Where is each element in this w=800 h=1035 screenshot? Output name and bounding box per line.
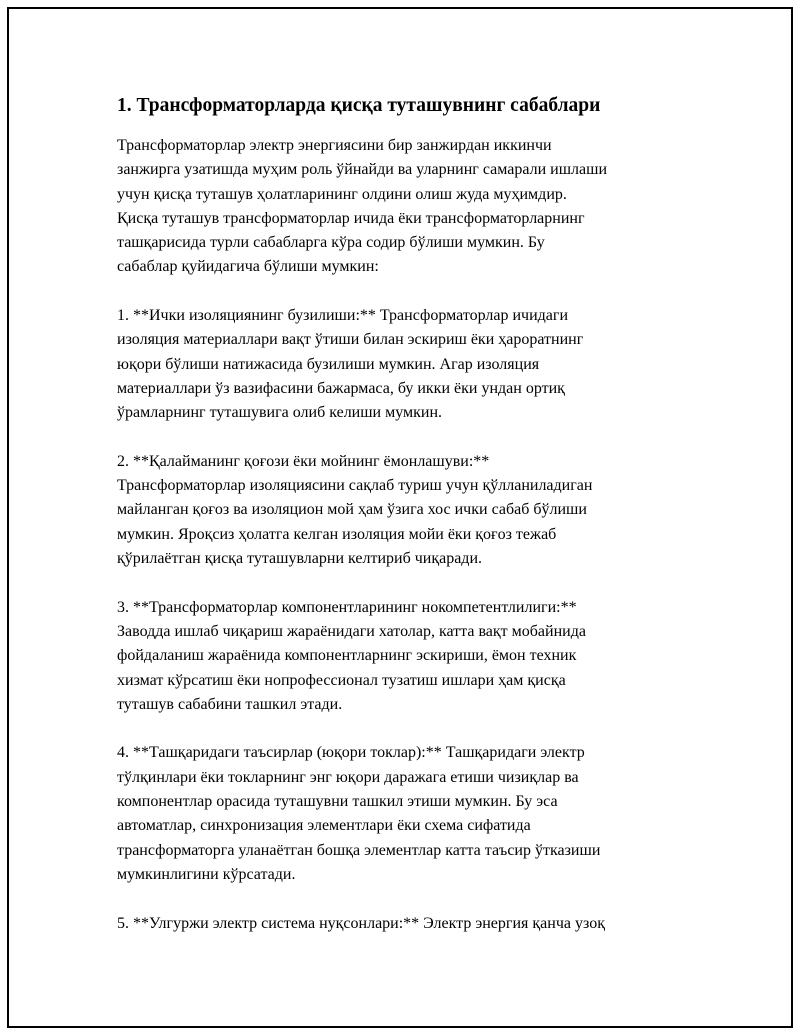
text-line: мумкин. Яроқсиз ҳолатга келган изоляция мойи ёки қоғоз тежаб bbox=[117, 525, 557, 543]
text-line: майланган қоғоз ва изоляцион мой ҳам ўзига хос ички сабаб бўлиши bbox=[117, 501, 587, 519]
text-line: қўрилаётган қисқа туташувларни келтириб чиқаради. bbox=[117, 550, 483, 568]
text-line: компонентлар орасида туташувни ташкил этиши мумкин. Бу эса bbox=[117, 793, 558, 811]
text-line: ўрамларнинг туташувига олиб келиши мумкин. bbox=[117, 404, 443, 422]
text-line: Трансформаторлар изоляциясини сақлаб туриш учун қўлланиладиган bbox=[117, 477, 593, 495]
text-line: Қисқа туташув трансформаторлар ичида ёки трансформаторларнинг bbox=[117, 209, 585, 227]
text-line: туташув сабабини ташкил этади. bbox=[117, 695, 343, 713]
paragraph-intro bbox=[117, 134, 697, 280]
text-line: материаллари ўз вазифасини бажармаса, бу икки ёки ундан ортиқ bbox=[117, 379, 565, 397]
text-line: мумкинлигини кўрсатади. bbox=[117, 865, 296, 883]
text-line: фойдаланиш жараёнида компонентларнинг эскириши, ёмон техник bbox=[117, 647, 577, 665]
paragraph-gap bbox=[117, 571, 697, 595]
paragraph-gap bbox=[117, 426, 697, 450]
text-line: 4. **Ташқаридаги таъсирлар (юқори токлар):** Ташқаридаги электр bbox=[117, 744, 585, 762]
paragraph-gap bbox=[117, 280, 697, 304]
paragraph-item-3 bbox=[117, 596, 697, 717]
paragraph-item-4 bbox=[117, 741, 697, 887]
document-body bbox=[117, 92, 697, 936]
paragraph-item-1 bbox=[117, 304, 697, 425]
text-line: учун қисқа туташув ҳолатларининг олдини олиш жуда муҳимдир. bbox=[117, 185, 567, 203]
text-line: тўлқинлари ёки токларнинг энг юқори даражага етиши чизиқлар ва bbox=[117, 768, 579, 786]
text-line: автоматлар, синхронизация элементлари ёки схема сифатида bbox=[117, 817, 531, 835]
text-line: 2. **Қалайманинг қоғози ёки мойнинг ёмонлашуви:** bbox=[117, 452, 490, 470]
text-line: занжирга узатишда муҳим роль ўйнайди ва уларнинг самарали ишлаши bbox=[117, 161, 607, 179]
text-line: 1. **Ички изоляциянинг бузилиши:** Трансформаторлар ичидаги bbox=[117, 307, 569, 325]
paragraph-gap bbox=[117, 887, 697, 911]
text-line: Заводда ишлаб чиқариш жараёнидаги хатолар, катта вақт мобайнида bbox=[117, 622, 586, 640]
text-line: 5. **Улгуржи электр система нуқсонлари:** Электр энергия қанча узоқ bbox=[117, 914, 605, 932]
text-line: сабаблар қуйидагича бўлиши мумкин: bbox=[117, 258, 379, 276]
paragraph-item-2 bbox=[117, 450, 697, 571]
text-line: хизмат кўрсатиш ёки нопрофессионал тузатиш ишлари ҳам қисқа bbox=[117, 671, 566, 689]
text-line: трансформаторга уланаётган бошқа элементлар катта таъсир ўтказиши bbox=[117, 841, 601, 859]
paragraph-item-5 bbox=[117, 912, 697, 936]
paragraph-gap bbox=[117, 717, 697, 741]
text-line: ташқарисида турли сабабларга кўра содир бўлиши мумкин. Бу bbox=[117, 234, 545, 252]
section-heading: 1. Трансформаторларда қисқа туташувнинг сабаблари bbox=[117, 95, 601, 116]
text-line: юқори бўлиши натижасида бузилиши мумкин. Агар изоляция bbox=[117, 355, 540, 373]
text-line: Трансформаторлар электр энергиясини бир занжирдан иккинчи bbox=[117, 137, 552, 154]
text-line: изоляция материаллари вақт ўтиши билан эскириш ёки ҳароратнинг bbox=[117, 331, 584, 349]
text-line: 3. **Трансформаторлар компонентларининг нокомпетентлилиги:** bbox=[117, 598, 577, 616]
